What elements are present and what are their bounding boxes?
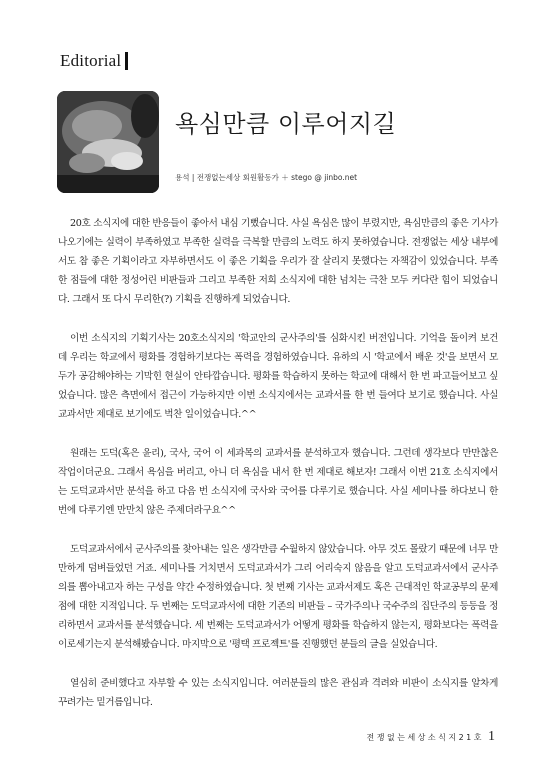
byline: 용석 | 전쟁없는세상 회원활동가 ＋ stego @ jinbo.net — [175, 173, 358, 182]
hands-photo-image — [57, 91, 159, 193]
article-title: 욕심만큼 이루어지길 — [175, 110, 397, 138]
section-label: Editorial — [60, 52, 128, 70]
page-number: 1 — [488, 729, 495, 744]
paragraph-4: 도덕교과서에서 군사주의를 찾아내는 일은 생각만큼 수월하지 않았습니다. 아무 것도 몰랐기 때문에 너무 만만하게 덤벼들었던 거죠. 세미나를 거치면서 도덕교과서가 그리 어리숙지 않음을 알고 도덕교과서에서 군사주의를 뽑아내고자 하는 구성을 약간 수정하였습니다. 첫 번째 기사는 교과서제도 혹은 근대적인 학교공부의 문제점에 대한 지적입니다. 두 번째는 도덕교과서에 대한 기존의 비판들 – 국가주의나 국수주의 집단주의 등등을 정리하면서 교과서를 분석했습니다. 세 번째는 도덕교과서가 어떻게 평화를 학습하지 않는지, 평화보다는 폭력을 이로세기는지 분석해봤습니다. 마지막으로 '평택 프로젝트'를 진행했던 분들의 글을 실었습니다. — [58, 544, 498, 650]
article-body — [58, 214, 498, 732]
paragraph-3: 원래는 도덕(혹은 윤리), 국사, 국어 이 세과목의 교과서를 분석하고자 했습니다. 그런데 생각보다 만만찮은 작업이더군요. 그래서 욕심을 버리고, 아니 더 욕심을 내서 한 번 제대로 해보자! 그래서 이번 21호 소식지에서는 도덕교과서만 분석을 하고 다음 번 소식지에 국사와 국어를 다루기로 했습니다. 사실 세미나를 하다보니 한번에 다루기엔 만만치 않은 주제더라구요^^ — [58, 448, 498, 516]
paragraph-5: 열심히 준비했다고 자부할 수 있는 소식지입니다. 여러분들의 많은 관심과 격려와 비판이 소식지를 알차게 꾸려가는 밑거름입니다. — [58, 678, 498, 708]
publication-name: 전쟁없는세상소식지21호 — [366, 733, 484, 742]
paragraph-2: 이번 소식지의 기획기사는 20호소식지의 '학교안의 군사주의'를 심화시킨 버전입니다. 기억을 돌이켜 보건데 우리는 학교에서 평화를 경험하기보다는 폭력을 경험하였습니다. 유하의 시 '학교에서 배운 것'을 보면서 모두가 공감해야하는 기막힌 현실이 안타깝습니다. 평화를 학습하지 못하는 학교에 대해서 한 번 파고들어보고 싶었습니다. 많은 측면에서 접근이 가능하지만 이번 소식지에서는 교과서를 한 번 들여다 보기로 했습니다. 사실 교과서만 제대로 보기에도 벅찬 일이었습니다.^^ — [58, 333, 498, 420]
paragraph-1: 20호 소식지에 대한 반응들이 좋아서 내심 기뻤습니다. 사실 욕심은 많이 부렸지만, 욕심만큼의 좋은 기사가 나오기에는 실력이 부족하였고 부족한 실력을 극복할 만큼의 노력도 하지 못하였습니다. 전쟁없는 세상 내부에서도 참 좋은 기획이라고 자부하면서도 이 좋은 기획을 우리가 잘 살리지 못했다는 자책감이 있었습니다. 부족한 점들에 대한 정성어린 비판들과 그리고 부족한 저희 소식지에 대한 넘치는 극찬 모두 커다란 힘이 되었습니다. 그래서 또 다시 무리한(?) 기획을 진행하게 되었습니다. — [58, 218, 498, 305]
editorial-photo — [57, 91, 159, 193]
page-footer — [367, 729, 495, 745]
